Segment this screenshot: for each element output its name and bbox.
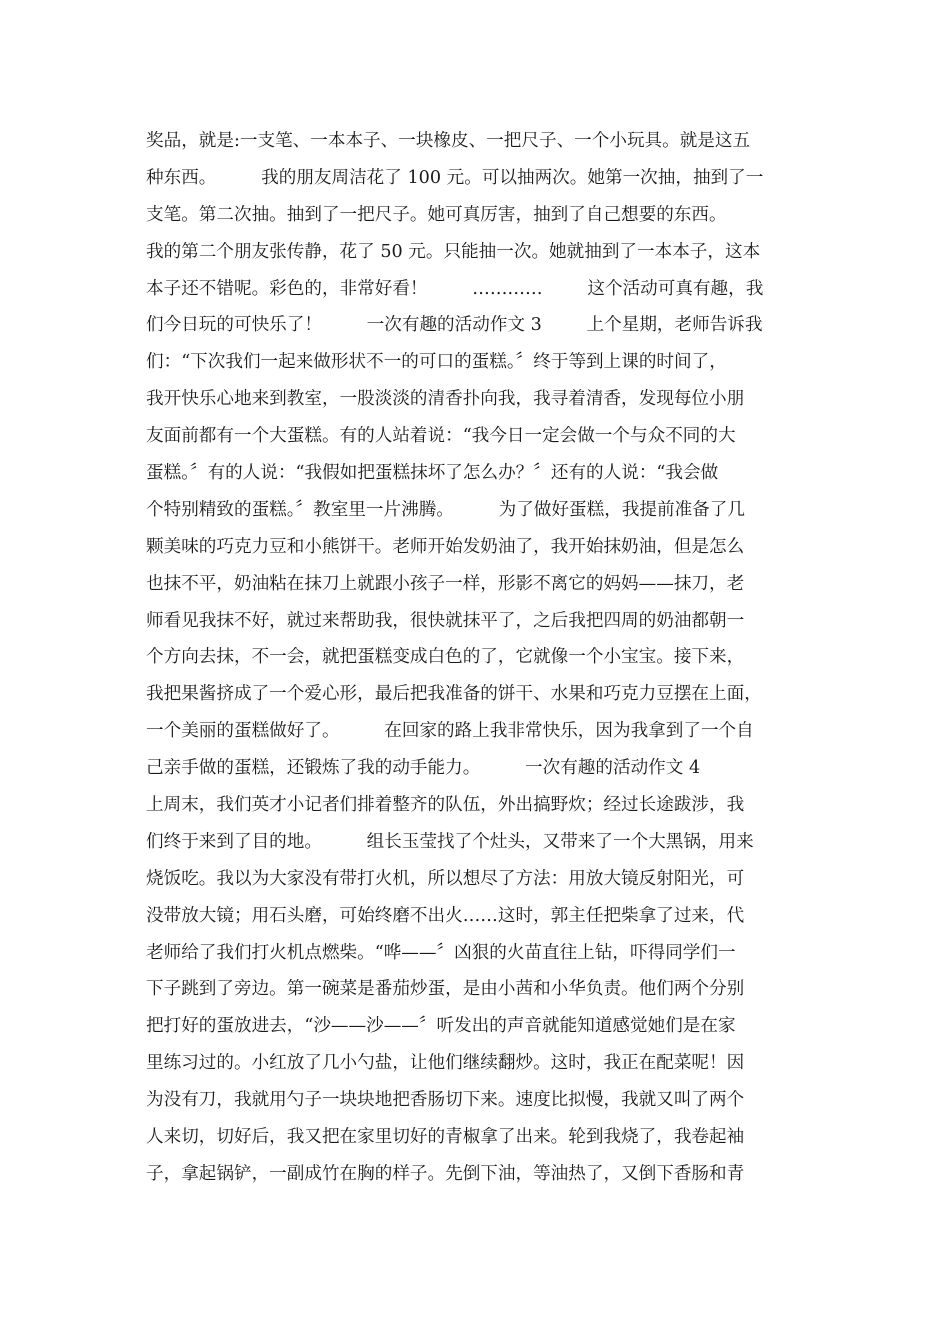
text-line: 颗美味的巧克力豆和小熊饼干。老师开始发奶油了，我开始抹奶油，但是怎么 [146, 536, 745, 557]
text-line: 下子跳到了旁边。第一碗菜是番茄炒蛋，是由小茜和小华负责。他们两个分别 [146, 979, 745, 1000]
text-line: 把打好的蛋放进去，“沙——沙——〞听发出的声音就能知道感觉她们是在家 [146, 1016, 736, 1037]
text-line: 本子还不错呢。彩色的，非常好看！ ………… 这个活动可真有趣，我 [146, 278, 764, 299]
document-page [146, 123, 816, 1193]
text-line: 支笔。第二次抽。抽到了一把尺子。她可真厉害，抽到了自己想要的东西。 [146, 204, 727, 225]
text-line: 我把果酱挤成了一个爱心形，最后把我准备的饼干、水果和巧克力豆摆在上面， [146, 684, 762, 705]
text-line: 一个美丽的蛋糕做好了。 在回家的路上我非常快乐，因为我拿到了一个自 [146, 721, 754, 742]
text-line: 为没有刀，我就用勺子一块块地把香肠切下来。速度比拟慢，我就又叫了两个 [146, 1090, 745, 1111]
text-line: 里练习过的。小红放了几小勺盐，让他们继续翻炒。这时，我正在配菜呢！因 [146, 1053, 745, 1074]
text-line: 们今日玩的可快乐了！ 一次有趣的活动作文 3 上个星期，老师告诉我 [146, 315, 763, 336]
text-line: 老师给了我们打火机点燃柴。“哗——〞凶狠的火苗直往上钻，吓得同学们一 [146, 942, 736, 963]
text-line: 也抹不平，奶油粘在抹刀上就跟小孩子一样，形影不离它的妈妈——抹刀，老 [146, 573, 745, 594]
text-line: 个方向去抹，不一会，就把蛋糕变成白色的了，它就像一个小宝宝。接下来， [146, 647, 745, 668]
text-line: 我开快乐心地来到教室，一股淡淡的清香扑向我，我寻着清香，发现每位小朋 [146, 389, 745, 410]
text-line: 们终于来到了目的地。 组长玉莹找了个灶头，又带来了一个大黑锅，用来 [146, 831, 754, 852]
text-line: 师看见我抹不好，就过来帮助我，很快就抹平了，之后我把四周的奶油都朝一 [146, 610, 745, 631]
text-line: 上周末，我们英才小记者们排着整齐的队伍，外出搞野炊；经过长途跋涉，我 [146, 795, 745, 816]
text-line: 种东西。 我的朋友周洁花了 100 元。可以抽两次。她第一次抽，抽到了一 [146, 167, 764, 188]
text-line: 们：“下次我们一起来做形状不一的可口的蛋糕。〞终于等到上课的时间了， [146, 352, 727, 373]
text-line: 我的第二个朋友张传静，花了 50 元。只能抽一次。她就抽到了一本本子，这本 [146, 241, 761, 262]
text-line: 烧饭吃。我以为大家没有带打火机，所以想尽了方法：用放大镜反射阳光，可 [146, 868, 745, 889]
text-line: 没带放大镜；用石头磨，可始终磨不出火……这时，郭主任把柴拿了过来，代 [146, 905, 745, 926]
text-line: 子，拿起锅铲，一副成竹在胸的样子。先倒下油，等油热了，又倒下香肠和青 [146, 1163, 745, 1184]
text-line: 己亲手做的蛋糕，还锻炼了我的动手能力。 一次有趣的活动作文 4 [146, 758, 701, 779]
text-line: 奖品，就是:一支笔、一本本子、一块橡皮、一把尺子、一个小玩具。就是这五 [146, 131, 751, 151]
text-line: 个特别精致的蛋糕。〞教室里一片沸腾。 为了做好蛋糕，我提前准备了几 [146, 499, 745, 520]
text-line: 人来切，切好后，我又把在家里切好的青椒拿了出来。轮到我烧了，我卷起袖 [146, 1127, 745, 1148]
text-line: 蛋糕。〞有的人说：“我假如把蛋糕抹坏了怎么办？〞还有的人说：“我会做 [146, 463, 719, 484]
text-line: 友面前都有一个大蛋糕。有的人站着说：“我今日一定会做一个与众不同的大 [146, 426, 736, 447]
